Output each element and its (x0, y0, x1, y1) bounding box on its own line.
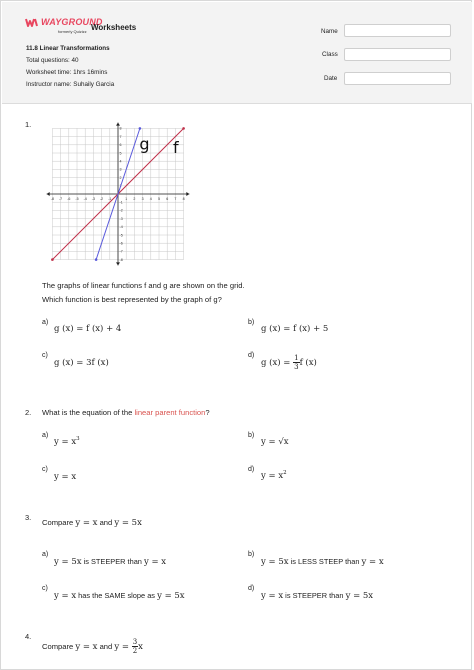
instructor-name: Instructor name: Suhaily Garcia (26, 81, 115, 88)
y-tick-label: -1 (119, 200, 123, 205)
name-field[interactable] (344, 24, 451, 37)
q3-option-b-relation: is LESS STEEP than (288, 557, 362, 566)
x-tick-label: -2 (99, 197, 104, 201)
worksheets-title: Worksheets (91, 23, 137, 32)
question-4-number: 4. (25, 632, 32, 641)
question-4-eq-1: y = x (75, 642, 98, 652)
q2-option-b-label: b) (248, 432, 255, 439)
y-tick-label: 5 (119, 151, 122, 156)
y-tick-label: -6 (119, 241, 123, 246)
y-tick-label: 8 (119, 126, 122, 131)
q2-option-d[interactable] (261, 470, 287, 481)
x-tick-label: 3 (141, 197, 144, 201)
q1-option-b-label: b) (248, 319, 255, 326)
q1-option-a[interactable]: g (x) = f (x) + 4 (54, 324, 122, 334)
q3-option-b[interactable] (261, 557, 384, 567)
question-4-text (42, 638, 143, 655)
worksheet-header (2, 2, 472, 104)
question-2-number: 2. (25, 408, 32, 417)
q2-option-d-exponent: 2 (283, 470, 287, 476)
q1-option-d-label: d) (248, 352, 255, 359)
question-1-number: 1. (25, 120, 32, 129)
q3-option-d[interactable] (261, 591, 373, 601)
q3-option-c-label: c) (42, 585, 48, 592)
q3-option-d-eq-2: y = 5x (345, 591, 374, 601)
y-tick-label: 3 (119, 167, 122, 172)
y-tick-label: -5 (119, 233, 123, 238)
y-tick-label: -7 (119, 249, 123, 254)
question-4-eq-2-prefix: y = (114, 642, 132, 652)
x-tick-label: 7 (174, 197, 177, 201)
brand-subtitle: formerly Quizizz (58, 29, 87, 34)
fraction-denominator: 2 (132, 647, 138, 655)
question-3-compare: Compare (42, 518, 76, 527)
question-2-text-end: ? (205, 408, 210, 417)
q3-option-d-relation: is STEEPER than (283, 591, 346, 600)
q3-option-c-relation: has the SAME slope as (76, 591, 158, 600)
f-line-label: f (172, 138, 179, 157)
q3-option-a-eq-2: y = x (143, 557, 167, 567)
q2-option-b[interactable]: y = √x (261, 437, 289, 447)
name-label: Name (321, 28, 338, 35)
x-tick-label: 6 (166, 197, 169, 201)
q3-option-d-eq-1: y = x (261, 591, 284, 601)
x-tick-label: 2 (133, 197, 136, 201)
worksheet-name: 11.8 Linear Transformations (26, 45, 110, 52)
q2-option-c[interactable]: y = x (54, 472, 77, 482)
x-tick-label: -7 (58, 197, 63, 201)
x-tick-label: -6 (67, 197, 71, 201)
q3-option-c-eq-2: y = 5x (157, 591, 185, 601)
question-1-text-line-1: The graphs of linear functions f and g are shown on the grid. (42, 281, 245, 290)
x-tick-label: 1 (125, 197, 128, 201)
question-2-text-start: What is the equation of the (42, 408, 135, 417)
q2-option-a-exponent: 3 (76, 436, 80, 442)
q1-option-a-label: a) (42, 319, 49, 326)
q3-option-a-label: a) (42, 551, 49, 558)
y-tick-label: -4 (119, 225, 123, 230)
question-3-eq-2: y = 5x (114, 518, 142, 528)
y-tick-label: 2 (119, 175, 122, 180)
y-tick-label: -8 (119, 257, 123, 262)
question-3-and: and (97, 518, 115, 527)
q3-option-b-eq-2: y = x (361, 557, 384, 567)
line-g-endpoint (139, 127, 142, 130)
class-field[interactable] (344, 48, 451, 61)
q3-option-b-eq-1: y = 5x (261, 557, 289, 567)
x-axis-arrow-right (186, 192, 189, 196)
worksheet-time: Worksheet time: 1hrs 16mins (26, 69, 108, 76)
question-4-and: and (97, 642, 115, 651)
x-tick-label: -4 (83, 197, 87, 201)
line-g-endpoint (95, 258, 98, 261)
x-tick-label: -5 (75, 197, 79, 201)
fraction-numerator: 3 (132, 638, 138, 646)
question-3-text (42, 518, 142, 528)
total-questions: Total questions: 40 (26, 57, 79, 64)
x-tick-label: 8 (182, 197, 185, 201)
question-2-text (42, 408, 210, 417)
brand-name: WAYGROUND (41, 17, 103, 27)
y-tick-label: 7 (119, 134, 122, 139)
x-tick-label: 5 (158, 197, 160, 201)
class-label: Class (322, 51, 338, 58)
q1-option-b[interactable]: g (x) = f (x) + 5 (261, 324, 329, 334)
date-label: Date (324, 75, 338, 82)
date-field[interactable] (344, 72, 451, 85)
q3-option-c[interactable] (54, 591, 185, 601)
question-4-eq-2 (114, 638, 143, 655)
q2-option-c-label: c) (42, 466, 48, 473)
x-tick-label: -1 (108, 197, 112, 201)
line-f-endpoint (182, 127, 185, 130)
q1-option-d-suffix: f (x) (299, 358, 317, 368)
y-tick-label: -3 (119, 216, 123, 221)
fraction-numerator: 1 (294, 354, 299, 362)
x-axis-arrow-left (47, 192, 50, 196)
y-tick-label: -2 (119, 208, 123, 213)
y-tick-label: 6 (119, 143, 122, 148)
question-4-eq-2-suffix: x (138, 642, 143, 652)
question-3-eq-1: y = x (75, 518, 98, 528)
q1-option-c[interactable]: g (x) = 3f (x) (54, 358, 109, 368)
q2-option-d-label: d) (248, 466, 255, 473)
y-axis-arrow-up (116, 123, 120, 126)
q2-option-a-base: y = x (54, 436, 77, 447)
q3-option-d-label: d) (248, 585, 255, 592)
q3-option-a-relation: is STEEPER than (81, 557, 144, 566)
fraction-denominator: 3 (294, 363, 299, 371)
linear-parent-function-link[interactable]: linear parent function (134, 408, 206, 417)
q1-option-d[interactable] (261, 354, 317, 371)
q3-option-a[interactable] (54, 557, 166, 567)
question-4-compare: Compare (42, 642, 76, 651)
q2-option-a-label: a) (42, 432, 49, 439)
g-line-label: g (139, 134, 150, 154)
x-tick-label: 4 (149, 197, 152, 201)
line-f-endpoint (51, 258, 54, 261)
q1-option-c-label: c) (42, 352, 48, 359)
x-tick-label: -3 (91, 197, 96, 201)
q2-option-a[interactable] (54, 436, 80, 447)
x-tick-label: -8 (50, 197, 55, 201)
y-axis-arrow-down (116, 262, 120, 265)
q1-option-d-prefix: g (x) = (261, 358, 294, 368)
q2-option-d-base: y = x (261, 470, 284, 481)
linear-functions-graph (44, 120, 192, 268)
y-tick-label: 4 (119, 159, 122, 164)
q3-option-b-label: b) (248, 551, 255, 558)
q3-option-a-eq-1: y = 5x (54, 557, 82, 567)
q3-option-c-eq-1: y = x (54, 591, 77, 601)
wayground-logo-icon (25, 17, 39, 27)
question-3-number: 3. (25, 513, 32, 522)
question-1-text-line-2: Which function is best represented by the graph of g? (42, 295, 222, 304)
